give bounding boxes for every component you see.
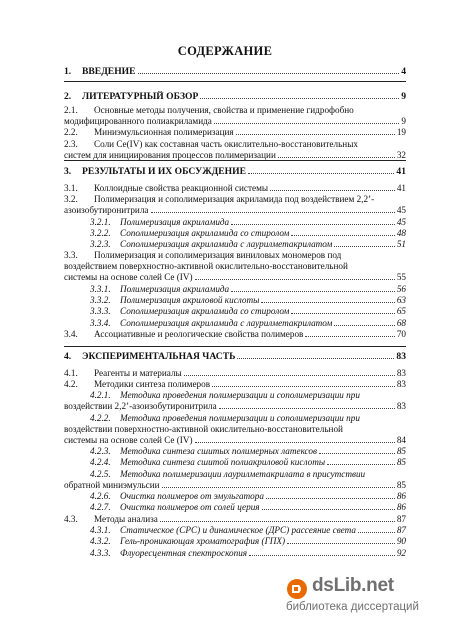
- toc-entry-number: 3.3.3.: [90, 306, 111, 316]
- dot-leader: [249, 555, 395, 556]
- dot-leader: [266, 498, 395, 499]
- toc-entry-number: 4.2.2.: [90, 413, 111, 423]
- toc-entry-number: 4.3.3.: [90, 548, 111, 558]
- toc-entry-page: 41: [396, 183, 406, 193]
- toc-entry-page: 41: [396, 166, 406, 177]
- toc-entry-title: Очистка полимеров от солей церия: [120, 502, 260, 512]
- toc-entry-page: 83: [396, 368, 406, 378]
- toc-entry: [64, 469, 406, 480]
- toc-entry-number: 3.1.: [64, 183, 78, 193]
- toc-entry: [64, 390, 406, 401]
- toc-entry-title: воздействии поверхностно-активной окислительно-восстановительной: [64, 424, 343, 434]
- dot-leader: [270, 190, 395, 191]
- toc-entry: [64, 91, 406, 102]
- toc-entry-number: 3.3.1.: [90, 284, 111, 294]
- dot-leader: [195, 279, 395, 280]
- toc-entry: [64, 250, 406, 261]
- toc-entry-title: ЭКСПЕРИМЕНТАЛЬНАЯ ЧАСТЬ: [82, 351, 236, 362]
- dot-leader: [162, 487, 395, 488]
- toc-entry-title: Методика полимеризации лаурилметакрилата в присутствии: [120, 469, 366, 479]
- toc-entry-title: Соли Ce(IV) как составная часть окислительно-восстановительных: [94, 139, 358, 149]
- toc-entry-title: Миниэмульсионная полимеризация: [94, 127, 234, 137]
- dot-leader: [195, 442, 395, 443]
- toc-entry-title: Полимеризация акриловой кислоты: [120, 295, 260, 305]
- dot-leader: [214, 123, 399, 124]
- toc-entry: [64, 502, 406, 513]
- dot-leader: [184, 375, 395, 376]
- toc-entry-title: системы на основе солей Ce (IV): [64, 435, 193, 445]
- dot-leader: [291, 313, 395, 314]
- toc-entry-number: 3.2.3.: [90, 239, 111, 249]
- toc-entry: [64, 127, 406, 138]
- toc-entry: [64, 480, 406, 491]
- dot-leader: [248, 173, 394, 174]
- toc-entry: [64, 379, 406, 390]
- toc-entry-page: 51: [396, 239, 406, 249]
- dot-leader: [151, 212, 395, 213]
- toc-entry: [64, 284, 406, 295]
- toc-entry-title: системы на основе солей Ce (IV): [64, 272, 193, 282]
- dot-leader: [219, 408, 395, 409]
- dot-leader: [231, 224, 395, 225]
- dot-leader: [327, 464, 395, 465]
- toc-entry-page: 19: [396, 127, 406, 137]
- toc-entry-page: 9: [401, 116, 406, 126]
- toc-entry-title: Сополимеризация акриламида с лаурилметакрилатом: [120, 239, 333, 249]
- toc-entry-page: 87: [396, 525, 406, 535]
- toc-entry-number: 4.2.4.: [90, 457, 111, 467]
- dot-leader: [305, 336, 395, 337]
- toc-entry: [64, 548, 406, 559]
- toc-entry-page: 48: [396, 228, 406, 238]
- toc-entry-number: 4.2.3.: [90, 446, 111, 456]
- toc-entry-number: 3.3.: [64, 250, 78, 260]
- toc-entry-page: 32: [396, 150, 406, 160]
- toc-entry: [64, 194, 406, 205]
- dot-leader: [319, 453, 395, 454]
- toc-entry-page: 92: [396, 548, 406, 558]
- dot-leader: [231, 291, 395, 292]
- toc-entry: [64, 536, 406, 547]
- dot-leader: [287, 543, 395, 544]
- toc-entry-title: Основные методы получения, свойства и применение гидрофобно: [94, 105, 354, 115]
- toc-entry-number: 4.3.: [64, 514, 78, 524]
- toc-entry-page: 63: [396, 295, 406, 305]
- toc-entry-number: 2.3.: [64, 139, 78, 149]
- toc-entry: [64, 105, 406, 116]
- toc-entry-number: 4.: [64, 351, 72, 362]
- toc-entry: [64, 166, 406, 177]
- toc-entry-page: 85: [396, 446, 406, 456]
- toc-entry-title: модифицированного полиакриламида: [64, 116, 212, 126]
- toc-entry: [64, 217, 406, 228]
- toc-entry-page: 85: [396, 480, 406, 490]
- toc-entry-page: 83: [396, 379, 406, 389]
- toc-entry-title: Сополимеризация акриламида со стиролом: [120, 306, 290, 316]
- page-title: СОДЕРЖАНИЕ: [177, 44, 273, 58]
- toc-entry-title: Методика проведения полимеризации и сополимеризации при: [120, 390, 360, 400]
- toc-entry-title: Реагенты и материалы: [94, 368, 182, 378]
- dslib-logo-icon: [286, 578, 308, 600]
- toc-entry: [64, 424, 406, 435]
- toc-entry-number: 4.3.1.: [90, 525, 111, 535]
- toc-entry-number: 2.: [64, 91, 72, 102]
- toc-entry: [64, 306, 406, 317]
- toc-entry-page: 65: [396, 306, 406, 316]
- toc-entry-number: 3.3.4.: [90, 318, 111, 328]
- toc-entry-title: Методики синтеза полимеров: [94, 379, 211, 389]
- toc-entry: [64, 66, 406, 77]
- toc-entry-number: 4.2.7.: [90, 502, 111, 512]
- toc-entry: [64, 413, 406, 424]
- toc-entry-title: систем для инициирования процессов полимеризации: [64, 150, 276, 160]
- toc-entry-number: 3.2.2.: [90, 228, 111, 238]
- toc-entry-number: 4.2.6.: [90, 491, 111, 501]
- toc-entry-number: 3.4.: [64, 329, 78, 339]
- toc-entry: [64, 139, 406, 150]
- toc-entry: [64, 401, 406, 412]
- section-divider: [64, 346, 406, 347]
- dot-leader: [278, 157, 395, 158]
- toc-entry-page: 83: [396, 401, 406, 411]
- toc-entry-page: 86: [396, 502, 406, 512]
- toc-entry-page: 45: [396, 217, 406, 227]
- watermark-subtitle: библиотека диссертаций: [286, 601, 419, 613]
- dot-leader: [291, 235, 395, 236]
- toc-entry: [64, 491, 406, 502]
- toc-entry-title: воздействием поверхностно-активной окислительно-восстановительной: [64, 261, 348, 271]
- toc-entry: [64, 329, 406, 340]
- dot-leader: [262, 509, 395, 510]
- toc-entry-title: Очистка полимеров от эмульгатора: [120, 491, 264, 501]
- toc-entry-title: Гель-проникающая хроматография (ГПХ): [120, 536, 286, 546]
- toc-entry-page: 9: [401, 91, 406, 102]
- dot-leader: [261, 302, 395, 303]
- watermark: [286, 577, 436, 617]
- toc-entry-number: 4.3.2.: [90, 536, 111, 546]
- toc-entry-title: Полимеризация и сополимеризация виниловых мономеров под: [94, 250, 342, 260]
- toc-entry-page: 4: [401, 66, 406, 77]
- toc-entry-title: Полимеризация и сополимеризация акриламида под воздействием 2,2’-: [94, 194, 375, 204]
- toc-entry-number: 2.1.: [64, 105, 78, 115]
- section-divider: [64, 81, 406, 82]
- toc-entry-page: 86: [396, 491, 406, 501]
- section-divider: [64, 160, 406, 161]
- toc-entry: [64, 261, 406, 272]
- toc-entry: [64, 318, 406, 329]
- toc-entry: [64, 205, 406, 216]
- toc-entry-page: 84: [396, 435, 406, 445]
- toc-entry-number: 2.2.: [64, 127, 78, 137]
- toc-entry-title: обратной миниэмульсии: [64, 480, 160, 490]
- toc-entry-page: 68: [396, 318, 406, 328]
- toc-entry-title: ВВЕДЕНИЕ: [82, 66, 136, 77]
- toc-entry: [64, 295, 406, 306]
- toc-entry-title: Статическое (СРС) и динамическое (ДРС) рассеяние света: [120, 525, 356, 535]
- dot-leader: [334, 246, 395, 247]
- toc-entry-number: 3.2.: [64, 194, 78, 204]
- toc-entry: [64, 368, 406, 379]
- toc-entry: [64, 435, 406, 446]
- toc-entry-title: Сополимеризация акриламида с лаурилметакрилатом: [120, 318, 333, 328]
- toc-entry: [64, 183, 406, 194]
- watermark-brand: dsLib.net: [312, 575, 394, 596]
- toc-entry-title: азоизобутиронитрила: [64, 205, 149, 215]
- toc-entry-number: 3.2.1.: [90, 217, 111, 227]
- toc-entry: [64, 228, 406, 239]
- toc-entry-title: Полимеризация акриламида: [120, 284, 230, 294]
- toc-entry: [64, 272, 406, 283]
- dot-leader: [212, 386, 395, 387]
- toc-entry-title: Сополимеризация акриламида со стиролом: [120, 228, 290, 238]
- dot-leader: [160, 521, 395, 522]
- toc-entry-page: 85: [396, 457, 406, 467]
- toc-entry: [64, 446, 406, 457]
- toc-entry-page: 90: [396, 536, 406, 546]
- toc-entry-title: Методы анализа: [94, 514, 158, 524]
- toc-entry: [64, 116, 406, 127]
- toc-entry-number: 4.2.1.: [90, 390, 111, 400]
- toc-entry-title: Полимеризация акриламида: [120, 217, 230, 227]
- toc-entry-number: 4.2.5.: [90, 469, 111, 479]
- toc-entry-number: 3.: [64, 166, 72, 177]
- toc-entry-title: Флуоресцентная спектроскопия: [120, 548, 248, 558]
- toc-entry-page: 87: [396, 514, 406, 524]
- dot-leader: [358, 532, 395, 533]
- toc-entry-title: Ассоциативные и реологические свойства полимеров: [94, 329, 304, 339]
- toc-entry: [64, 514, 406, 525]
- toc-entry-title: Коллоидные свойства реакционной системы: [94, 183, 269, 193]
- toc-entry-number: 4.2.: [64, 379, 78, 389]
- toc-entry-title: воздействии 2,2’-азоизобутиронитрила: [64, 401, 217, 411]
- toc-entry-page: 70: [396, 329, 406, 339]
- toc-entry-page: 45: [396, 205, 406, 215]
- toc-entry-title: Методика проведения полимеризации и сополимеризации при: [120, 413, 360, 423]
- toc-entry-title: Методика синтеза сшитой полиакриловой кислоты: [120, 457, 326, 467]
- dot-leader: [138, 73, 399, 74]
- toc-entry-title: РЕЗУЛЬТАТЫ И ИХ ОБСУЖДЕНИЕ: [82, 166, 247, 177]
- toc-entry: [64, 239, 406, 250]
- toc-entry: [64, 457, 406, 468]
- dot-leader: [334, 325, 395, 326]
- toc-entry-title: ЛИТЕРАТУРНЫЙ ОБЗОР: [82, 91, 199, 102]
- toc-entry-page: 83: [396, 351, 406, 362]
- toc-entry: [64, 351, 406, 362]
- toc-entry-number: 3.3.2.: [90, 295, 111, 305]
- dot-leader: [236, 134, 395, 135]
- toc-entry-title: Методика синтеза сшитых полимерных латексов: [120, 446, 317, 456]
- toc-entry-number: 1.: [64, 66, 72, 77]
- toc-entry-page: 55: [396, 272, 406, 282]
- toc-entry-page: 56: [396, 284, 406, 294]
- dot-leader: [200, 98, 399, 99]
- dot-leader: [237, 358, 394, 359]
- toc-entry: [64, 525, 406, 536]
- toc-entry-number: 4.1.: [64, 368, 78, 378]
